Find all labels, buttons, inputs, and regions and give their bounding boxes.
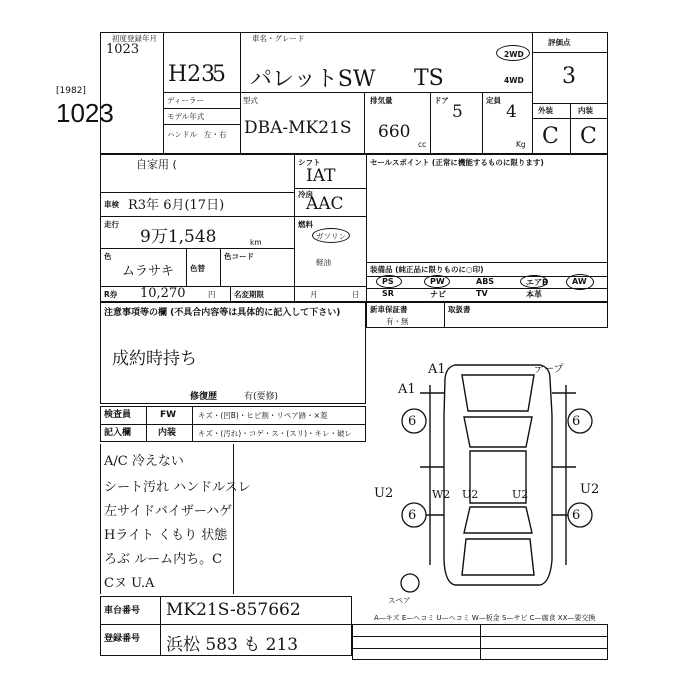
inspection-value: R3年 6月(17日) — [128, 198, 225, 213]
damage-mark-tape: テープ — [534, 364, 564, 375]
label-new-car-warranty: 新車保証書 — [370, 305, 408, 314]
label-color-change: 色替 — [190, 264, 205, 273]
exterior-grade: C — [542, 124, 559, 149]
damage-mark-a1-left: A1 — [398, 382, 416, 397]
displacement: 660 — [378, 122, 411, 142]
label-first-reg: 初度登録年月 — [112, 34, 157, 43]
label-shift: シフト — [298, 158, 321, 167]
label-sales-point: セールスポイント (正常に機能するものに限ります) — [370, 158, 544, 167]
damage-mark-u2-center-left: U2 — [462, 488, 479, 501]
km-unit: km — [250, 238, 262, 247]
ac-value: AAC — [306, 194, 344, 214]
equipment-ps-circle — [376, 275, 402, 288]
equipment-sr: SR — [382, 289, 394, 298]
label-fuel: 燃料 — [298, 220, 313, 229]
label-2wd: 2WD — [504, 50, 524, 59]
handwritten-note-2: シート汚れ ハンドルスレ — [104, 480, 251, 495]
equipment-abs: ABS — [476, 277, 495, 286]
damage-mark-wheel-rl: 6 — [408, 508, 417, 523]
damage-mark-u2-center-right: U2 — [512, 488, 529, 501]
car-damage-diagram — [390, 355, 610, 595]
label-dealer: ディーラー — [167, 96, 204, 105]
damage-mark-a1-front: A1 — [428, 362, 446, 377]
mileage-value: 9万1,548 — [140, 227, 217, 247]
label-score: 評価点 — [548, 38, 571, 47]
label-month: 月 — [310, 290, 318, 299]
equipment-tv: TV — [476, 289, 488, 298]
damage-mark-w2: W2 — [432, 488, 451, 501]
damage-mark-u2-left: U2 — [374, 486, 394, 501]
label-name-change: 名変期限 — [234, 290, 264, 299]
label-displacement: 排気量 — [370, 96, 393, 105]
lot-tag: [1982] — [56, 86, 86, 96]
spare-label: スペア — [388, 596, 411, 605]
label-recycle: R券 — [104, 290, 118, 299]
color-value: ムラサキ — [122, 264, 175, 279]
label-receipt: 取扱書 — [448, 305, 471, 314]
model-code: DBA-MK21S — [244, 118, 352, 138]
label-type: 型式 — [243, 96, 258, 105]
inner-row: キズ・(汚れ)・コゲ・ス・(スリ)・キレ・破レ — [198, 429, 352, 438]
first-reg-month: 5 — [212, 62, 226, 87]
label-equipment: 装備品 (純正品に限りものに○印) — [370, 265, 484, 274]
handwritten-note-6: Cヌ U.A — [104, 576, 155, 591]
label-mileage: 走行 — [104, 220, 119, 229]
fw-row: キズ・(凹B)・ヒビ割・リペア跡・×菱 — [198, 411, 328, 420]
capacity: 4 — [506, 102, 517, 122]
label-inspection: 車検 — [104, 200, 119, 209]
label-color: 色 — [104, 252, 112, 261]
yen-unit: 円 — [208, 290, 216, 299]
label-day: 日 — [352, 290, 360, 299]
label-light-oil: 軽油 — [316, 258, 331, 267]
equipment-airbag-circle — [520, 275, 548, 288]
handle-options: 左・右 — [204, 130, 227, 139]
equipment-pw: PW — [430, 277, 445, 286]
label-car-grade: 車名・グレード — [252, 34, 305, 43]
repair-value: 有(要修) — [244, 392, 279, 402]
recycle-value: 10,270 — [140, 286, 186, 301]
label-chassis: 車台番号 — [104, 606, 141, 616]
damage-mark-u2-right: U2 — [580, 482, 600, 497]
damage-mark-wheel-rr: 6 — [572, 508, 581, 523]
kg-unit: Kg — [516, 140, 526, 149]
damage-mark-wheel-fr: 6 — [572, 414, 581, 429]
2wd-circle — [496, 45, 530, 61]
label-inner: 内装 — [158, 428, 177, 438]
reg-value: 浜松 583 も 213 — [166, 635, 299, 655]
lot-handwritten: 1023 — [106, 42, 140, 57]
label-doors: ドア — [434, 96, 449, 105]
equipment-leather: 本革 — [526, 290, 542, 299]
handwritten-note-5: ろぶ ルーム内ち。C — [104, 552, 223, 567]
lot-number: 1023 — [56, 98, 114, 128]
chassis-value: MK21S-857662 — [166, 600, 301, 620]
fuel-circle — [312, 228, 350, 243]
label-4wd: 4WD — [504, 76, 524, 85]
interior-grade: C — [580, 124, 597, 149]
label-model-year: モデル年式 — [167, 112, 205, 121]
warranty-options: 有・無 — [386, 317, 409, 326]
label-fw: FW — [160, 410, 177, 420]
handwritten-note-4: Hライト くもり 状態 — [104, 528, 228, 543]
equipment-aw: AW — [572, 277, 587, 286]
note-line-1: 成約時持ち — [112, 349, 197, 369]
cc-unit: cc — [418, 140, 427, 149]
handwritten-note-1: A/C 冷えない — [104, 454, 184, 469]
score: 3 — [562, 64, 576, 89]
equipment-aw-circle — [566, 274, 594, 290]
label-ac: 冷房 — [298, 190, 313, 199]
equipment-pw-circle — [424, 275, 450, 288]
handwritten-note-3: 左サイドバイザーハゲ — [104, 504, 233, 519]
label-color-code: 色コード — [224, 252, 254, 261]
label-interior: 内装 — [578, 106, 593, 115]
shift-value: IAT — [306, 166, 336, 186]
grade: TS — [414, 66, 444, 91]
equipment-ps: PS — [382, 277, 394, 286]
first-reg-era: H23 — [168, 62, 216, 87]
equipment-row-2 — [368, 289, 606, 300]
fuel-value: ガソリン — [316, 232, 346, 241]
label-notes: 注意事項等の欄 (不具合内容等は具体的に記入して下さい) — [104, 308, 341, 318]
doors: 5 — [452, 102, 463, 122]
equipment-navi: ナビ — [430, 290, 446, 299]
equipment-airbag: エアB — [526, 278, 549, 287]
label-usage: 自家用 ( — [136, 158, 177, 171]
label-inspector: 検査員 — [104, 410, 132, 420]
damage-mark-wheel-fl: 6 — [408, 414, 417, 429]
label-exterior: 外装 — [538, 106, 553, 115]
model-name: パレットSW — [250, 67, 376, 92]
label-capacity: 定員 — [486, 96, 501, 105]
label-repair: 修復歴 — [190, 392, 218, 402]
label-entry: 記入欄 — [104, 428, 132, 438]
damage-legend: A—キズ E—ヘコミ U—ヘコミ W—板金 S—サビ C—腐食 XX—要交換 — [374, 614, 596, 622]
label-reg: 登録番号 — [104, 634, 141, 644]
label-handle: ハンドル — [167, 130, 197, 139]
